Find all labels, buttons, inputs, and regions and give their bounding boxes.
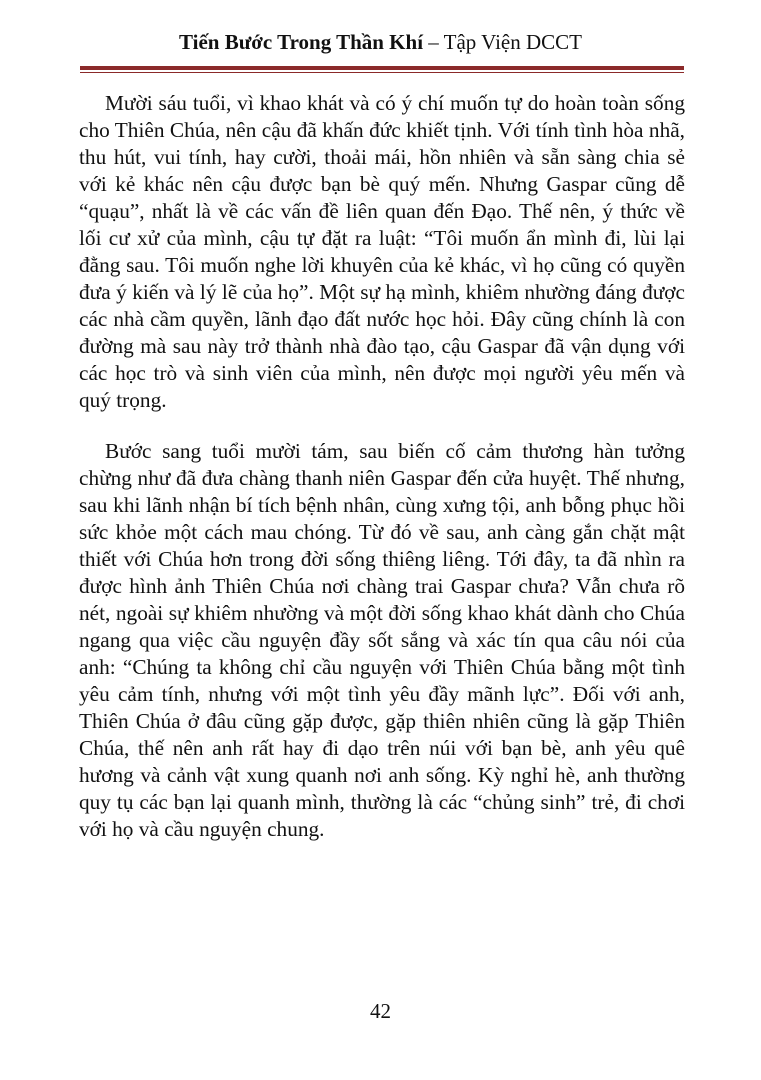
header-separator: – [423, 30, 444, 54]
running-header [0, 28, 761, 56]
book-title: Tiến Bước Trong Thần Khí [178, 30, 424, 54]
header-rule-thin [80, 72, 684, 73]
header-rule-thick [80, 66, 684, 70]
book-author: Tập Viện DCCT [443, 30, 582, 54]
page-number: 42 [370, 999, 391, 1023]
paragraph-1: Mười sáu tuổi, vì khao khát và có ý chí muốn tự do hoàn toàn sống cho Thiên Chúa, nên cậu đã khấn đức khiết tịnh. Với tính tình hòa nhã, thu hút, vui tính, hay cười, thoải mái, hồn nhiên và sẵn sàng chia sẻ với kẻ khác nên cậu được bạn bè quý mến. Nhưng Gaspar cũng dễ “quạu”, nhất là về các vấn đề liên quan đến Đạo. Thế nên, ý thức về lối cư xử của mình, cậu tự đặt ra luật: “Tôi muốn ẩn mình đi, lùi lại đằng sau. Tôi muốn nghe lời khuyên của kẻ khác, vì họ cũng có quyền đưa ý kiến và lý lẽ của họ”. Một sự hạ mình, khiêm nhường đáng được các nhà cầm quyền, lãnh đạo đất nước học hỏi. Đây cũng chính là con đường mà sau này trở thành nhà đào tạo, cậu Gaspar đã vận dụng với các học trò và sinh viên của mình, nên được mọi người yêu mến và quý trọng. [79, 91, 685, 412]
paragraph-2: Bước sang tuổi mười tám, sau biến cố cảm thương hàn tưởng chừng như đã đưa chàng thanh niên Gaspar đến cửa huyệt. Thế nhưng, sau khi lãnh nhận bí tích bệnh nhân, cùng xưng tội, anh bỗng phục hồi sức khỏe một cách mau chóng. Từ đó về sau, anh càng gắn chặt mật thiết với Chúa hơn trong đời sống thiêng liêng. Tới đây, ta đã nhìn ra được hình ảnh Thiên Chúa nơi chàng trai Gaspar chưa? Vẫn chưa rõ nét, ngoài sự khiêm nhường và một đời sống khao khát dành cho Chúa ngang qua việc cầu nguyện đầy sốt sắng và xác tín qua câu nói của anh: “Chúng ta không chỉ cầu nguyện với Thiên Chúa bằng một tình yêu cảm tính, nhưng với một tình yêu đầy mãnh lực”. Đối với anh, Thiên Chúa ở đâu cũng gặp được, gặp thiên nhiên cũng là gặp Thiên Chúa, thế nên anh rất hay đi dạo trên núi với bạn bè, anh yêu quê hương và cảnh vật xung quanh nơi anh sống. Kỳ nghỉ hè, anh thường quy tụ các bạn lại quanh mình, thường là các “chủng sinh” trẻ, đi chơi với họ và cầu nguyện chung. [79, 439, 685, 841]
body-text [79, 90, 685, 867]
